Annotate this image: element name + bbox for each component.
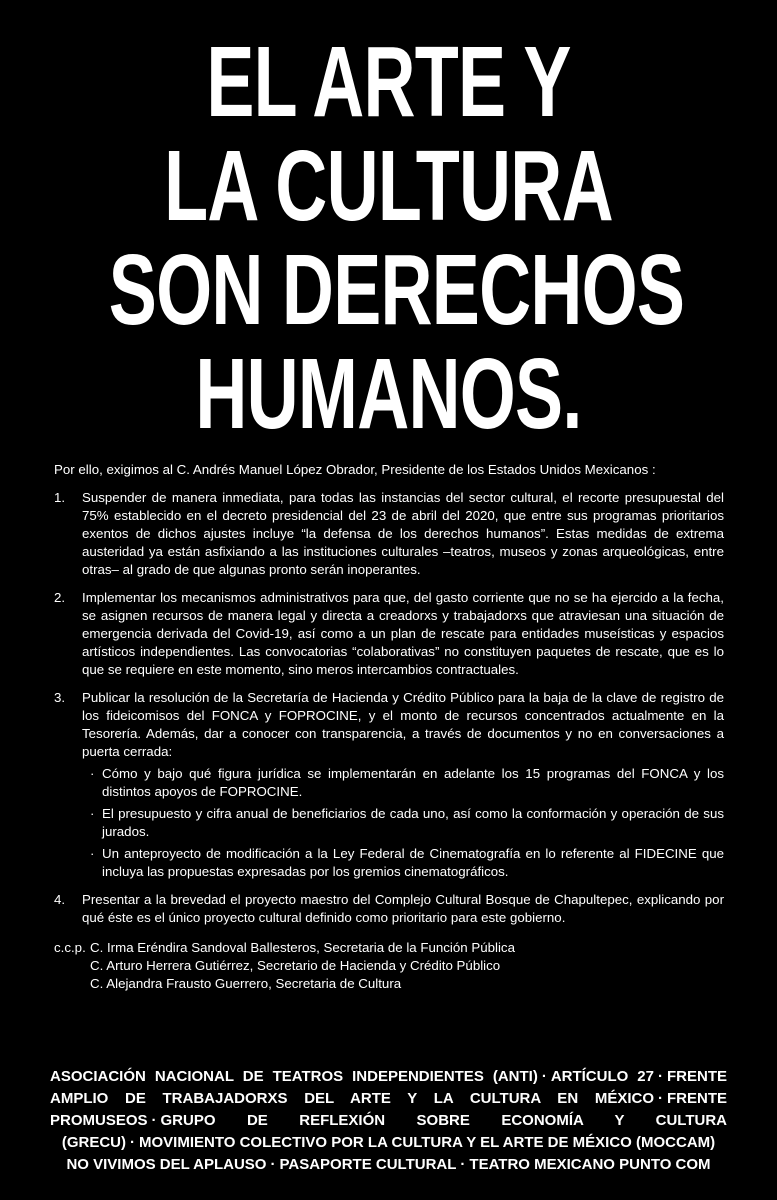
demand-number: 3. [54,690,66,705]
headline-line-1: EL ARTE Y [206,26,571,138]
ccp-recipient: C. Arturo Herrera Gutiérrez, Secretario de Hacienda y Crédito Público [90,958,501,973]
demand-item-1 [54,489,724,579]
demand-text: Suspender de manera inmediata, para todas las instancias del sector cultural, el recorte presupuestal del 75% establecido en el decreto presidencial del 23 de abril del 2020, que entre sus programas prioritarios exentos de dichos ajustes incluye “la defensa de los derechos humanos”. Estas medidas de extrema austeridad ya están asfixiando a las instituciones culturales –teatros, museos y zonas arqueológicas, entre otras– al grado de que algunas pronto serán inoperantes. [82,490,724,577]
signatory: GRUPO DE REFLEXIÓN SOBRE ECONOMÍA Y CULTURA (GRECU) [61,1112,727,1151]
bullet-dot: · [90,846,95,861]
ccp-block [54,939,724,993]
headline-line-4: HUMANOS. [195,338,582,450]
signatory: PASAPORTE CULTURAL [279,1156,457,1173]
sub-item-text: Un anteproyecto de modificación a la Ley Federal de Cinematografía en lo referente al FIDECINE que incluya las propuestas expresadas por los gremios cinematográficos. [102,846,724,879]
separator-dot: · [130,1134,136,1151]
demand-text: Publicar la resolución de la Secretaría de Hacienda y Crédito Público para la baja de la clave de registro de los fideicomisos del FONCA y FOPROCINE, y el monto de recursos concentrados actualmente en la Tesorería. Además, dar a conocer con transparencia, a través de documentos y no en conversaciones a puerta cerrada: [82,690,724,759]
sub-item [90,845,724,881]
ccp-label: c.c.p. [54,940,86,955]
sub-list [82,765,724,881]
signatory: MOVIMIENTO COLECTIVO POR LA CULTURA Y EL ARTE DE MÉXICO (MOCCAM) [139,1134,716,1151]
signatory: ARTÍCULO 27 [550,1068,654,1085]
signatory: FRENTE AMPLIO DE TRABAJADORXS DEL ARTE Y LA CULTURA EN MÉXICO [50,1068,727,1107]
separator-dot: · [460,1156,466,1173]
intro-paragraph: Por ello, exigimos al C. Andrés Manuel López Obrador, Presidente de los Estados Unidos Mexicanos : [54,462,656,477]
separator-dot: · [658,1068,663,1085]
body-text [54,461,724,993]
separator-dot: · [658,1090,663,1107]
demands-list [54,489,724,927]
separator-dot: · [541,1068,547,1085]
separator-dot: · [151,1112,157,1129]
demand-number: 2. [54,590,66,605]
signatory: ASOCIACIÓN NACIONAL DE TEATROS INDEPENDIENTES (ANTI) [50,1068,538,1085]
headline-line-3: SON DERECHOS [108,234,685,346]
separator-dot: · [270,1156,276,1173]
demand-item-4 [54,891,724,927]
demand-number: 1. [54,490,66,505]
demand-text: Presentar a la brevedad el proyecto maestro del Complejo Cultural Bosque de Chapultepec, explicando por qué éste es el único proyecto cultural definido como prioritario para este gobierno. [82,892,724,925]
demand-text: Implementar los mecanismos administrativos para que, del gasto corriente que no se ha ejercido a la fecha, se asignen recursos de manera legal y directa a creadorxs y trabajadorxs que atraviesan una situación de emergencia derivada del Covid-19, así como a un plan de rescate para entidades museísticas y espacios artísticos independientes. Las convocatorias “colaborativas” no constituyen paquetes de rescate, que es lo que se requiere en este momento, sino meros intercambios contractuales. [82,590,724,677]
sub-item-text: Cómo y bajo qué figura jurídica se implementarán en adelante los 15 programas del FONCA y los distintos apoyos de FOPROCINE. [102,766,724,799]
signatory: NO VIVIMOS DEL APLAUSO [66,1156,267,1173]
demand-number: 4. [54,892,66,907]
sub-item [90,805,724,841]
sub-item-text: El presupuesto y cifra anual de beneficiarios de cada uno, así como la conformación y operación de sus jurados. [102,806,724,839]
bullet-dot: · [90,806,95,821]
ccp-recipient: C. Alejandra Frausto Guerrero, Secretaria de Cultura [90,976,402,991]
demand-item-3 [54,689,724,881]
headline-line-2: LA CULTURA [164,130,613,242]
ccp-recipients [90,939,515,993]
signatory: FRENTE PROMUSEOS [50,1090,727,1129]
demand-item-2 [54,589,724,679]
bullet-dot: · [90,766,95,781]
ccp-recipient: C. Irma Eréndira Sandoval Ballesteros, Secretaria de la Función Pública [90,940,515,955]
signatory: TEATRO MEXICANO PUNTO COM [469,1156,711,1173]
signatories-block [50,1066,727,1176]
sub-item [90,765,724,801]
headline [0,26,777,450]
